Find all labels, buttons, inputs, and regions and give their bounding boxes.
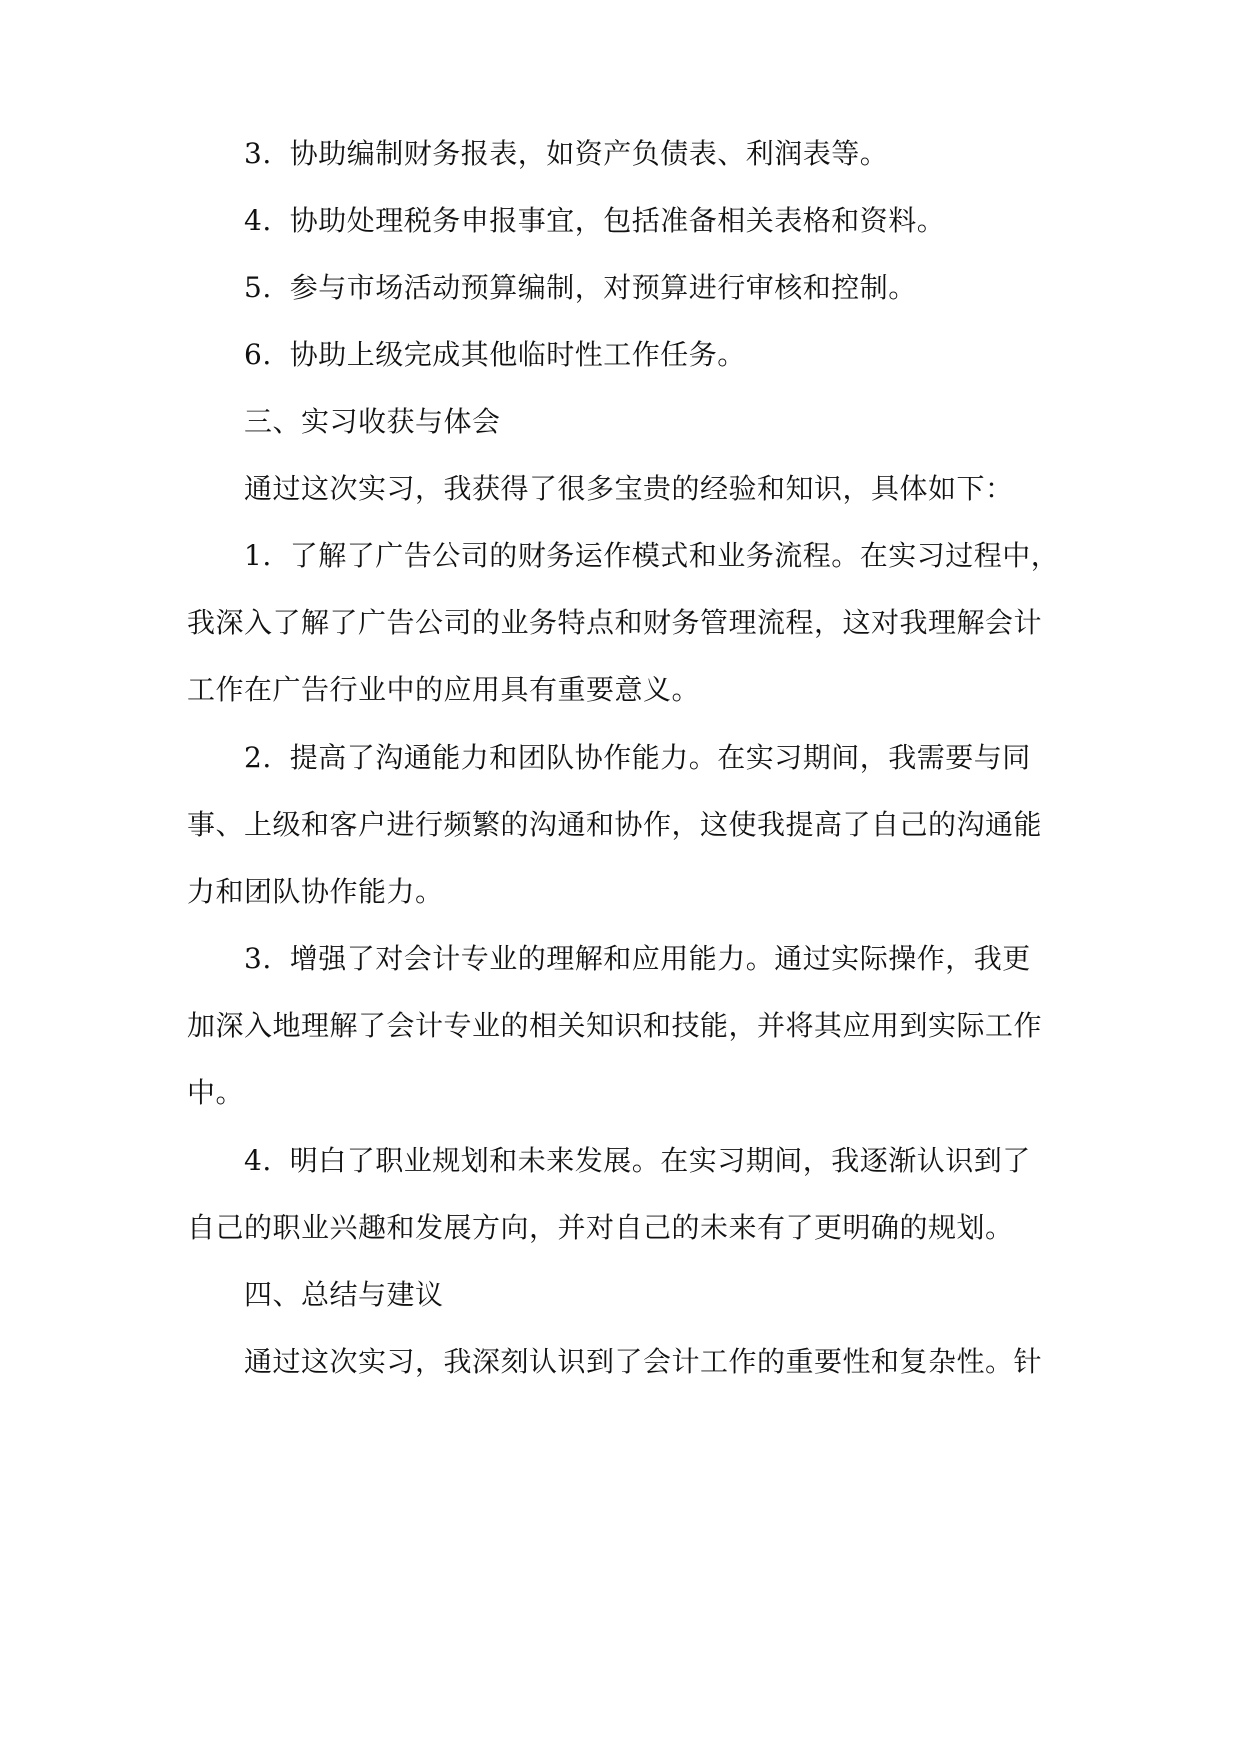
list-item-text: 了解了广告公司的财务运作模式和业务流程。在实习过程中， <box>289 539 1060 572</box>
paragraph-line: 加深入地理解了会计专业的相关知识和技能，并将其应用到实际工作 <box>187 1009 1043 1042</box>
list-item-number: 4. <box>244 204 272 237</box>
list-item <box>244 203 945 239</box>
list-item <box>244 270 917 306</box>
paragraph-line <box>244 1143 1031 1179</box>
list-item-text: 协助上级完成其他临时性工作任务。 <box>289 338 746 371</box>
list-item-text: 明白了职业规划和未来发展。在实习期间，我逐渐认识到了 <box>289 1144 1031 1177</box>
list-item-number: 1. <box>244 539 272 572</box>
list-item <box>244 337 746 373</box>
list-item-number: 4. <box>244 1144 272 1177</box>
paragraph-line <box>244 740 1031 776</box>
list-item-text: 增强了对会计专业的理解和应用能力。通过实际操作，我更 <box>289 942 1031 975</box>
section-intro: 通过这次实习，我获得了很多宝贵的经验和知识，具体如下： <box>244 472 1014 505</box>
paragraph-line: 事、上级和客户进行频繁的沟通和协作，这使我提高了自己的沟通能 <box>187 808 1043 841</box>
paragraph-line: 力和团队协作能力。 <box>187 875 444 908</box>
paragraph-line: 自己的职业兴趣和发展方向，并对自己的未来有了更明确的规划。 <box>187 1211 1014 1244</box>
list-item-text: 参与市场活动预算编制，对预算进行审核和控制。 <box>289 271 917 304</box>
list-item-text: 协助处理税务申报事宜，包括准备相关表格和资料。 <box>289 204 946 237</box>
section-heading: 四、总结与建议 <box>244 1278 444 1311</box>
paragraph-line: 中。 <box>187 1076 245 1109</box>
list-item-text: 提高了沟通能力和团队协作能力。在实习期间，我需要与同 <box>289 741 1031 774</box>
paragraph-line: 工作在广告行业中的应用具有重要意义。 <box>187 673 701 706</box>
list-item-number: 5. <box>244 271 272 304</box>
section-heading: 三、实习收获与体会 <box>244 405 501 438</box>
list-item <box>244 136 888 172</box>
paragraph-line <box>244 941 1031 977</box>
list-item-number: 2. <box>244 741 272 774</box>
list-item-number: 6. <box>244 338 272 371</box>
paragraph-line: 我深入了解了广告公司的业务特点和财务管理流程，这对我理解会计 <box>187 606 1043 639</box>
paragraph-line <box>244 538 1059 574</box>
section-intro: 通过这次实习，我深刻认识到了会计工作的重要性和复杂性。针 <box>244 1345 1043 1378</box>
list-item-number: 3. <box>244 942 272 975</box>
list-item-text: 协助编制财务报表，如资产负债表、利润表等。 <box>289 137 889 170</box>
list-item-number: 3. <box>244 137 272 170</box>
